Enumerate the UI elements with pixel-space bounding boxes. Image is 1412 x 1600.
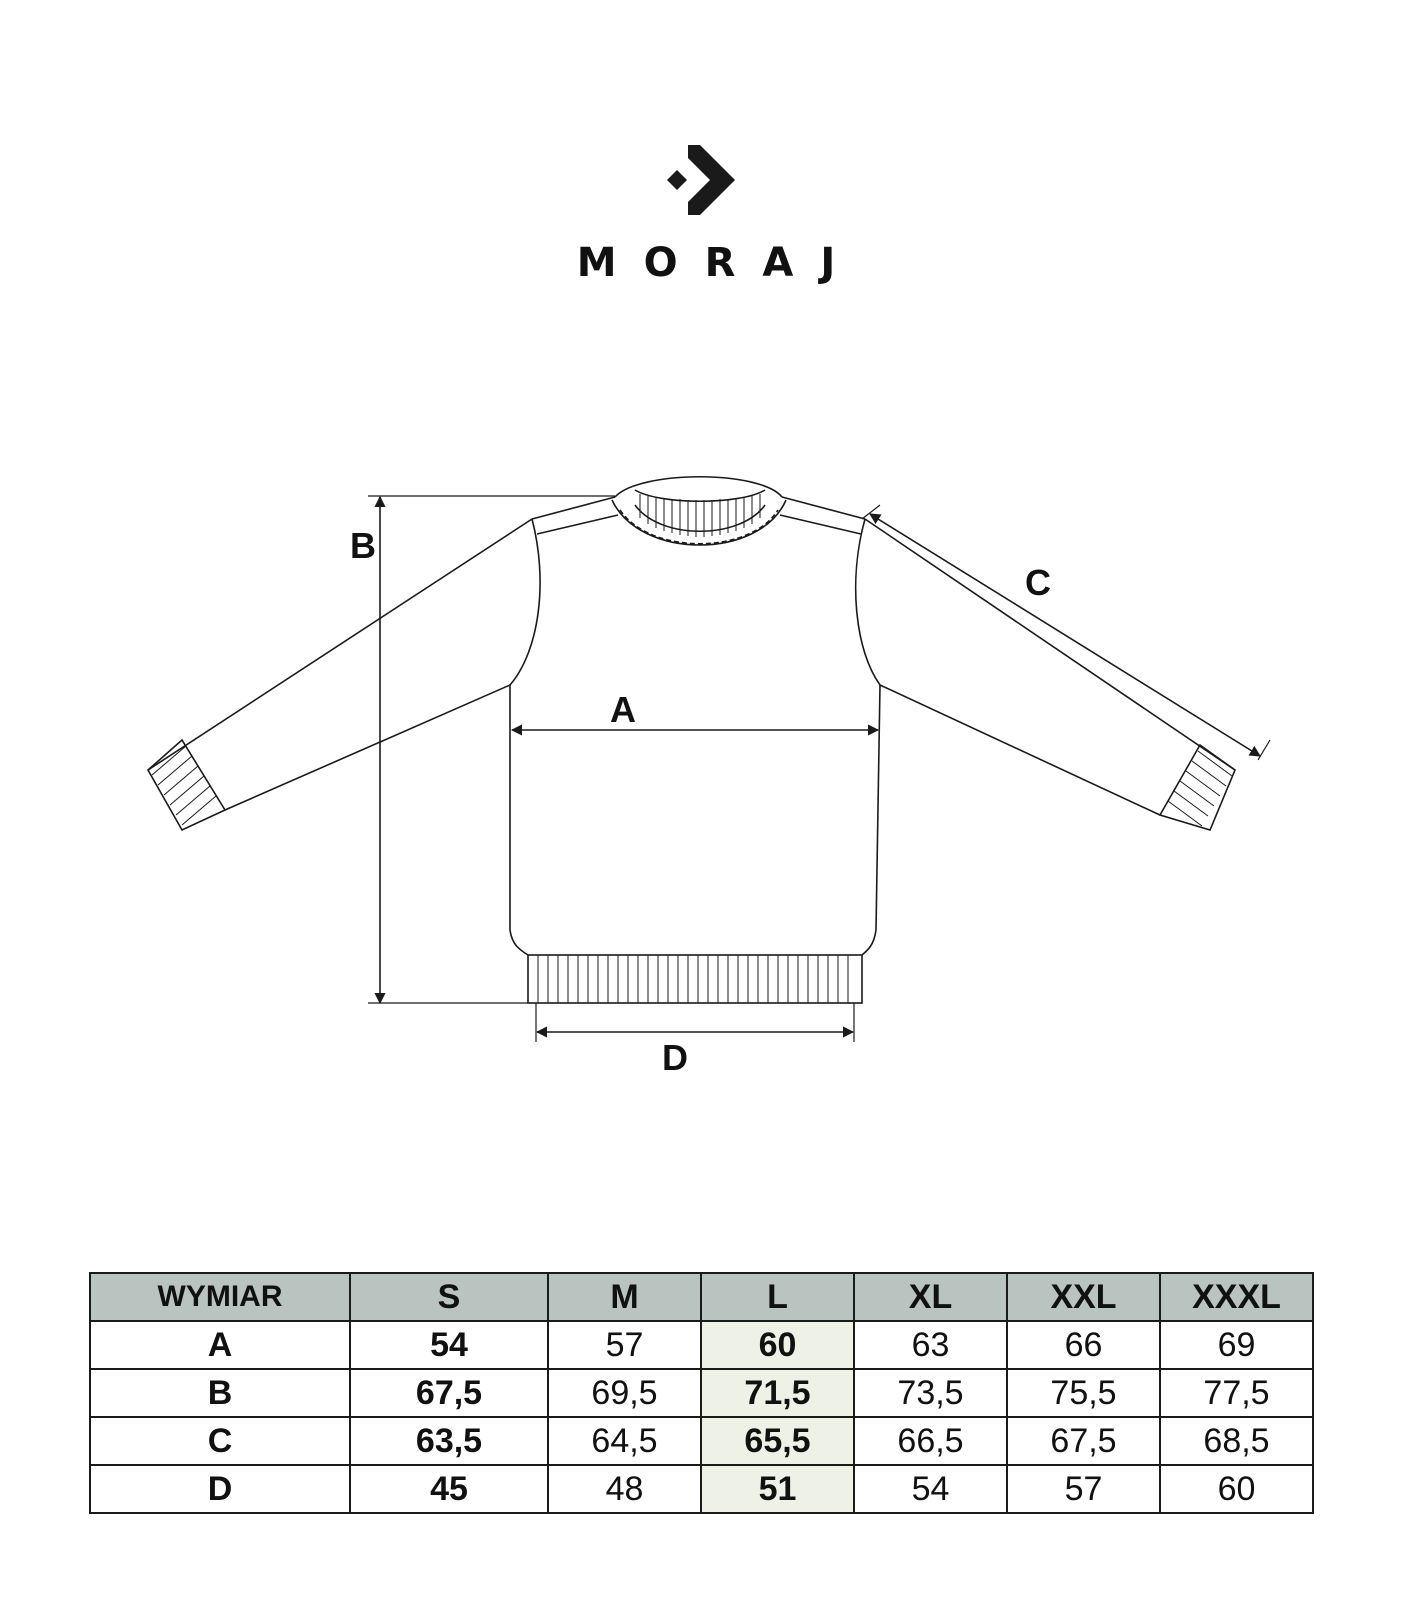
hem-ribbing [538, 955, 848, 1003]
table-cell: 54 [854, 1465, 1007, 1513]
table-cell: 75,5 [1007, 1369, 1160, 1417]
table-cell: 69,5 [548, 1369, 701, 1417]
table-row [90, 1321, 1313, 1369]
table-cell: 57 [1007, 1465, 1160, 1513]
header-size-s: S [350, 1273, 548, 1321]
dimension-label-a: A [610, 689, 636, 730]
table-cell: 73,5 [854, 1369, 1007, 1417]
header-size-xxxl: XXXL [1160, 1273, 1313, 1321]
table-cell: 48 [548, 1465, 701, 1513]
table-cell-highlighted: 71,5 [701, 1369, 854, 1417]
header-size-xl: XL [854, 1273, 1007, 1321]
size-table [89, 1272, 1314, 1514]
cuff-ribbing [152, 746, 1232, 826]
cuffs [148, 740, 1235, 830]
table-cell-highlighted: 65,5 [701, 1417, 854, 1465]
table-header-row [90, 1273, 1313, 1321]
table-cell: 69 [1160, 1321, 1313, 1369]
table-row [90, 1465, 1313, 1513]
table-cell: 63 [854, 1321, 1007, 1369]
row-label: C [90, 1417, 350, 1465]
table-cell: 60 [1160, 1465, 1313, 1513]
table-cell: 45 [350, 1465, 548, 1513]
table-cell: 57 [548, 1321, 701, 1369]
dimension-label-b: B [350, 525, 376, 566]
table-row [90, 1369, 1313, 1417]
dimension-label-d: D [662, 1037, 688, 1078]
header-size-l: L [701, 1273, 854, 1321]
dimension-label-c: C [1025, 562, 1051, 603]
table-cell: 66 [1007, 1321, 1160, 1369]
header-wymiar: WYMIAR [90, 1273, 350, 1321]
header-size-xxl: XXL [1007, 1273, 1160, 1321]
dimension-lines [368, 496, 1270, 1042]
header-size-m: M [548, 1273, 701, 1321]
row-label: A [90, 1321, 350, 1369]
table-row [90, 1417, 1313, 1465]
table-cell: 64,5 [548, 1417, 701, 1465]
sweater-outline [148, 477, 1235, 1003]
brand-name: MORAJ [576, 240, 863, 286]
row-label: D [90, 1465, 350, 1513]
table-cell: 67,5 [1007, 1417, 1160, 1465]
table-cell: 54 [350, 1321, 548, 1369]
row-label: B [90, 1369, 350, 1417]
table-cell: 67,5 [350, 1369, 548, 1417]
table-cell: 63,5 [350, 1417, 548, 1465]
table-cell: 66,5 [854, 1417, 1007, 1465]
table-cell: 77,5 [1160, 1369, 1313, 1417]
table-cell: 68,5 [1160, 1417, 1313, 1465]
table-cell-highlighted: 51 [701, 1465, 854, 1513]
table-cell-highlighted: 60 [701, 1321, 854, 1369]
